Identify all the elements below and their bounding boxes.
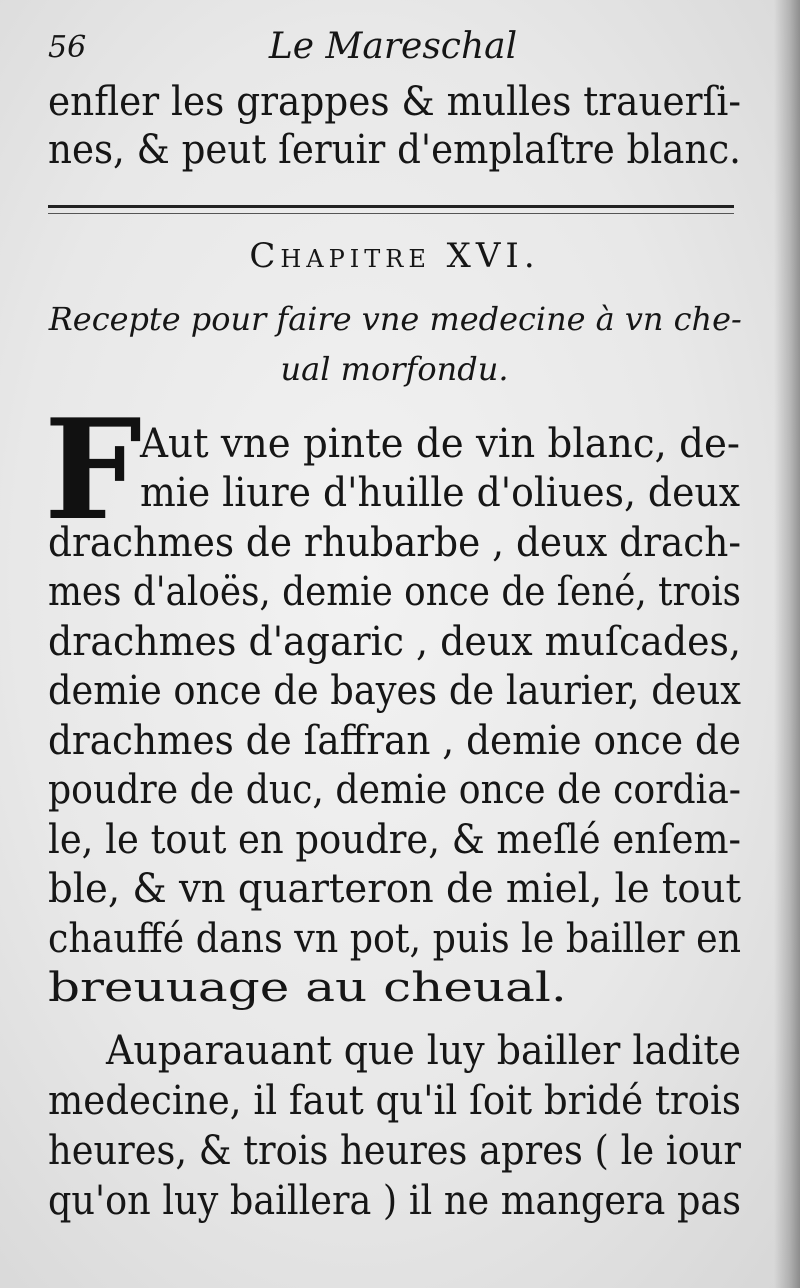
- body-line: drachmes de rhubarbe , deux drach-: [48, 520, 741, 566]
- body-line: mie liure d'huille d'oliues, deux: [140, 470, 740, 516]
- chapter-title-line-1: Recepte pour faire vne medecine à vn che-: [48, 300, 742, 338]
- page-number: 56: [48, 30, 87, 65]
- body-line: demie once de bayes de laurier, deux: [48, 668, 741, 714]
- section-rule: [48, 205, 734, 208]
- body-line: drachmes de ſaffran , demie once de: [48, 718, 741, 764]
- body-line: drachmes d'agaric , deux muſcades,: [48, 619, 741, 665]
- drop-cap: F: [44, 388, 142, 551]
- section-rule-thin: [48, 213, 734, 214]
- running-head: Le Mareschal: [268, 26, 518, 67]
- page-header: [48, 22, 738, 72]
- body-line: heures, & trois heures apres ( le iour: [48, 1128, 741, 1174]
- carryover-line-2: nes, & peut ſeruir d'emplaſtre blanc.: [48, 127, 741, 173]
- body-line: ble, & vn quarteron de miel, le tout: [48, 866, 741, 912]
- page-gutter-shadow: [774, 0, 800, 1288]
- body-line: qu'on luy baillera ) il ne mangera pas: [48, 1178, 741, 1224]
- body-line: Auparauant que luy bailler ladite: [106, 1028, 741, 1074]
- body-line: Aut vne pinte de vin blanc, de-: [140, 421, 740, 467]
- body-line: medecine, il faut qu'il ſoit bridé trois: [48, 1078, 741, 1124]
- chapter-title-line-2: ual morfondu.: [280, 350, 509, 388]
- carryover-line-1: enfler les grappes & mulles trauerſi-: [48, 79, 741, 125]
- chapter-heading: Chapitre XVI.: [249, 236, 540, 276]
- body-line: le, le tout en poudre, & meſlé enſem-: [48, 817, 741, 863]
- body-line: poudre de duc, demie once de cordia-: [48, 767, 741, 813]
- body-line: chauffé dans vn pot, puis le bailler en: [48, 916, 741, 962]
- body-line: breuuage au cheual.: [48, 965, 567, 1011]
- body-line: mes d'aloës, demie once de ſené, trois: [48, 569, 741, 615]
